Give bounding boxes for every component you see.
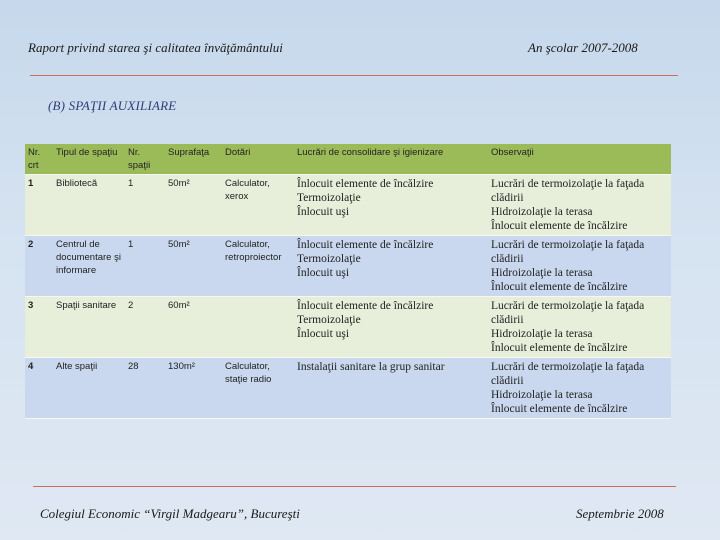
col-header-suprafata: Suprafaţa <box>165 144 222 175</box>
cell-dotari-line: Calculator, <box>225 361 270 372</box>
col-header-tip: Tipul de spaţiu <box>53 144 125 175</box>
cell-nr-spatii: 28 <box>125 358 165 419</box>
col-header-observatii: Observaţii <box>488 144 671 175</box>
footer-rule <box>33 486 676 487</box>
cell-observatii <box>488 236 671 297</box>
col-header-lucrari: Lucrări de consolidare şi igienizare <box>294 144 488 175</box>
cell-dotari <box>222 175 294 236</box>
cell-tip: Bibliotecă <box>53 175 125 236</box>
cell-lucrari-line: Termoizolaţie <box>297 192 361 204</box>
cell-lucrari-line: Înlocuit uşi <box>297 267 350 279</box>
cell-suprafata: 60m² <box>165 297 222 358</box>
cell-observatii <box>488 297 671 358</box>
cell-tip: Alte spaţii <box>53 358 125 419</box>
cell-tip: Spaţii sanitare <box>53 297 125 358</box>
cell-observatii-line: Hidroizolaţie la terasa <box>491 389 593 401</box>
cell-observatii-line: Lucrări de termoizolaţie la faţada clădirii <box>491 361 645 387</box>
header-rule <box>30 75 678 76</box>
table-row <box>25 358 671 419</box>
cell-observatii <box>488 358 671 419</box>
cell-nr-spatii: 2 <box>125 297 165 358</box>
cell-suprafata: 130m² <box>165 358 222 419</box>
cell-dotari-line: Calculator, <box>225 178 270 189</box>
cell-dotari-line: retroproiector <box>225 252 282 263</box>
cell-nr: 4 <box>25 358 53 419</box>
footer-right: Septembrie 2008 <box>576 506 664 521</box>
col-header-nr-spatii: Nr. spaţii <box>125 144 165 175</box>
header-right-title: An şcolar 2007-2008 <box>528 40 638 55</box>
cell-lucrari-line: Termoizolaţie <box>297 314 361 326</box>
cell-lucrari-line: Înlocuit uşi <box>297 328 350 340</box>
cell-suprafata: 50m² <box>165 236 222 297</box>
header-left-title: Raport privind starea şi calitatea învăţământului <box>28 40 283 55</box>
cell-dotari <box>222 297 294 358</box>
cell-observatii <box>488 175 671 236</box>
cell-lucrari <box>294 175 488 236</box>
cell-lucrari-line: Înlocuit elemente de încălzire <box>297 178 434 190</box>
table-header-row <box>25 144 671 175</box>
cell-dotari-line: Calculator, <box>225 239 270 250</box>
cell-observatii-line: Lucrări de termoizolaţie la faţada clădirii <box>491 178 645 204</box>
cell-dotari <box>222 236 294 297</box>
cell-lucrari <box>294 297 488 358</box>
cell-lucrari-line: Înlocuit elemente de încălzire <box>297 239 434 251</box>
cell-dotari-line: staţie radio <box>225 374 272 385</box>
cell-observatii-line: Înlocuit elemente de încălzire <box>491 403 628 415</box>
cell-observatii-line: Hidroizolaţie la terasa <box>491 328 593 340</box>
cell-observatii-line: Hidroizolaţie la terasa <box>491 206 593 218</box>
col-header-dotari: Dotări <box>222 144 294 175</box>
cell-observatii-line: Lucrări de termoizolaţie la faţada clădirii <box>491 300 645 326</box>
cell-nr-spatii: 1 <box>125 236 165 297</box>
cell-lucrari-line: Instalaţii sanitare la grup sanitar <box>297 361 445 373</box>
cell-nr: 2 <box>25 236 53 297</box>
cell-observatii-line: Înlocuit elemente de încălzire <box>491 220 628 232</box>
cell-lucrari-line: Termoizolaţie <box>297 253 361 265</box>
cell-nr: 3 <box>25 297 53 358</box>
cell-observatii-line: Hidroizolaţie la terasa <box>491 267 593 279</box>
cell-lucrari <box>294 236 488 297</box>
auxiliary-spaces-table <box>25 144 671 419</box>
table-row <box>25 236 671 297</box>
table-row <box>25 297 671 358</box>
cell-lucrari-line: Înlocuit elemente de încălzire <box>297 300 434 312</box>
section-title: (B) SPAŢII AUXILIARE <box>48 98 177 113</box>
col-header-nr: Nr. crt <box>25 144 53 175</box>
cell-lucrari <box>294 358 488 419</box>
cell-lucrari-line: Înlocuit uşi <box>297 206 350 218</box>
cell-nr: 1 <box>25 175 53 236</box>
cell-nr-spatii: 1 <box>125 175 165 236</box>
cell-dotari-line: xerox <box>225 191 249 202</box>
cell-observatii-line: Lucrări de termoizolaţie la faţada clădirii <box>491 239 645 265</box>
cell-observatii-line: Înlocuit elemente de încălzire <box>491 281 628 293</box>
cell-dotari <box>222 358 294 419</box>
cell-observatii-line: Înlocuit elemente de încălzire <box>491 342 628 354</box>
cell-tip: Centrul de documentare şi informare <box>53 236 125 297</box>
cell-suprafata: 50m² <box>165 175 222 236</box>
footer-left: Colegiul Economic “Virgil Madgearu”, Bucureşti <box>40 506 300 521</box>
table-row <box>25 175 671 236</box>
